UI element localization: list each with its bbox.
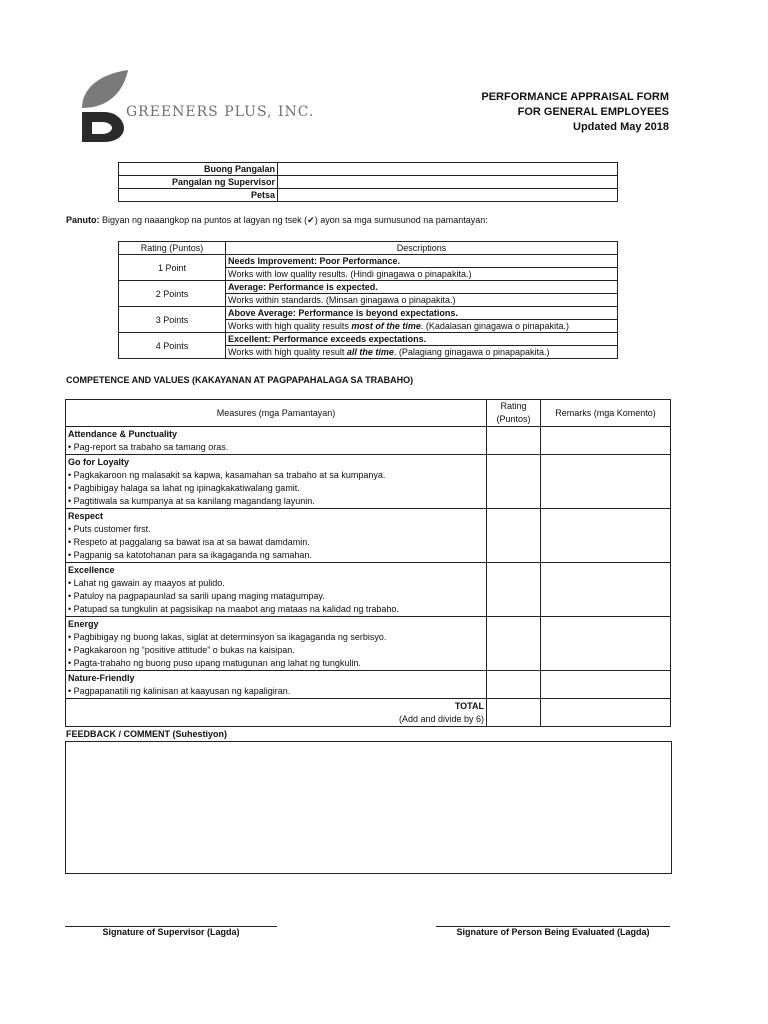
remarks-input[interactable]: [541, 509, 671, 563]
employee-info-table: [118, 162, 618, 202]
measure-item: • Pagbibigay halaga sa lahat ng ipinagkakatiwalang gamit.: [68, 482, 484, 495]
remarks-input[interactable]: [541, 427, 671, 455]
measure-item: • Pag-report sa trabaho sa tamang oras.: [68, 441, 484, 454]
rating-header: Rating (Puntos): [119, 242, 226, 255]
measure-item: • Patuloy na pagpapaunlad sa sarili upang maging matagumpay.: [68, 590, 484, 603]
rating-3-desc: Works with high quality results most of the time. (Kadalasan ginagawa o pinapakita.): [226, 320, 618, 333]
rating-input[interactable]: [487, 427, 541, 455]
points-4: 4 Points: [119, 333, 226, 359]
descriptions-header: Descriptions: [226, 242, 618, 255]
full-name-field[interactable]: [278, 163, 618, 176]
total-rating-input[interactable]: [487, 699, 541, 727]
measure-group-title: Respect: [68, 511, 104, 521]
measure-item: • Pagta-trabaho ng buong puso upang matugunan ang lahat ng tungkulin.: [68, 657, 484, 670]
instruction-lead: Panuto:: [66, 215, 100, 225]
rating-input[interactable]: [487, 617, 541, 671]
measure-item: • Pagtitiwala sa kumpanya at sa kanilang magandang layunin.: [68, 495, 484, 508]
supervisor-signature-label: Signature of Supervisor (Lagda): [102, 927, 240, 937]
remarks-input[interactable]: [541, 617, 671, 671]
title-line-2: FOR GENERAL EMPLOYEES: [517, 106, 669, 118]
measure-item: • Patupad sa tungkulin at pagsisikap na maabot ang mataas na kalidad ng trabaho.: [68, 603, 484, 616]
instruction-body: Bigyan ng naaangkop na puntos at lagyan ng tsek (✔) ayon sa mga sumusunod na pamantayan:: [99, 215, 488, 225]
date-label: Petsa: [119, 189, 278, 202]
supervisor-name-field[interactable]: [278, 176, 618, 189]
measure-group-title: Attendance & Punctuality: [68, 429, 178, 439]
remarks-input[interactable]: [541, 455, 671, 509]
measure-item: • Pagkakaroon ng malasakit sa kapwa, kasamahan sa trabaho at sa kumpanya.: [68, 469, 484, 482]
measure-item: • Pagbibigay ng buong lakas, siglat at determinsyon sa ikagaganda ng serbisyo.: [68, 631, 484, 644]
feedback-textarea[interactable]: [65, 741, 672, 874]
measure-item: • Lahat ng gawain ay maayos at pulido.: [68, 577, 484, 590]
measure-item: • Pagpapanatili ng kalinisan at kaayusan ng kapaligiran.: [68, 685, 484, 698]
rating-input[interactable]: [487, 509, 541, 563]
rating-column-header: Rating (Puntos): [487, 400, 541, 427]
rating-1-title: Needs Improvement: Poor Performance.: [226, 255, 618, 268]
rating-input[interactable]: [487, 671, 541, 699]
rating-4-title: Excellent: Performance exceeds expectations.: [226, 333, 618, 346]
rating-3-title: Above Average: Performance is beyond expectations.: [226, 307, 618, 320]
leaf-logo-icon: [74, 68, 134, 144]
remarks-column-header: Remarks (mga Komento): [541, 400, 671, 427]
title-line-3: Updated May 2018: [573, 121, 669, 133]
remarks-input[interactable]: [541, 671, 671, 699]
measures-header: Measures (mga Pamantayan): [66, 400, 487, 427]
evaluated-signature-label: Signature of Person Being Evaluated (Lagda): [456, 927, 650, 937]
full-name-label: Buong Pangalan: [119, 163, 278, 176]
measure-group: [66, 617, 487, 671]
rating-scale-table: [118, 241, 618, 359]
measure-item: • Pagpanig sa katotohanan para sa ikagaganda ng samahan.: [68, 549, 484, 562]
form-title: [481, 90, 669, 135]
measure-group: [66, 427, 487, 455]
measure-group-title: Go for Loyalty: [68, 457, 130, 467]
points-2: 2 Points: [119, 281, 226, 307]
competence-table: [65, 399, 671, 727]
measure-group-title: Nature-Friendly: [68, 673, 135, 683]
measure-item: • Pagkakaroon ng “positive attitude” o bukas na kaisipan.: [68, 644, 484, 657]
company-name: GREENERS PLUS, INC.: [126, 104, 315, 120]
measure-group-title: Energy: [68, 619, 99, 629]
remarks-input[interactable]: [541, 563, 671, 617]
instruction-text: [66, 215, 488, 226]
date-field[interactable]: [278, 189, 618, 202]
title-line-1: PERFORMANCE APPRAISAL FORM: [481, 91, 669, 103]
measure-group: [66, 563, 487, 617]
competence-section-title: COMPETENCE AND VALUES (KAKAYANAN AT PAGPAPAHALAGA SA TRABAHO): [66, 375, 414, 385]
rating-4-desc: Works with high quality result all the time. (Palagiang ginagawa o pinapapakita.): [226, 346, 618, 359]
measure-item: • Respeto at paggalang sa bawat isa at sa bawat damdamin.: [68, 536, 484, 549]
rating-input[interactable]: [487, 455, 541, 509]
measure-group: [66, 671, 487, 699]
total-note: (Add and divide by 6): [398, 714, 484, 724]
feedback-title: FEEDBACK / COMMENT (Suhestiyon): [66, 729, 227, 739]
supervisor-name-label: Pangalan ng Supervisor: [119, 176, 278, 189]
measure-group: [66, 509, 487, 563]
rating-input[interactable]: [487, 563, 541, 617]
points-1: 1 Point: [119, 255, 226, 281]
rating-2-title: Average: Performance is expected.: [226, 281, 618, 294]
total-remarks-input[interactable]: [541, 699, 671, 727]
points-3: 3 Points: [119, 307, 226, 333]
rating-2-desc: Works within standards. (Minsan ginagawa o pinapakita.): [226, 294, 618, 307]
measure-group: [66, 455, 487, 509]
rating-1-desc: Works with low quality results. (Hindi ginagawa o pinapakita.): [226, 268, 618, 281]
measure-item: • Puts customer first.: [68, 523, 484, 536]
total-label: TOTAL: [454, 701, 484, 711]
total-label-cell: [66, 699, 487, 727]
measure-group-title: Excellence: [68, 565, 115, 575]
